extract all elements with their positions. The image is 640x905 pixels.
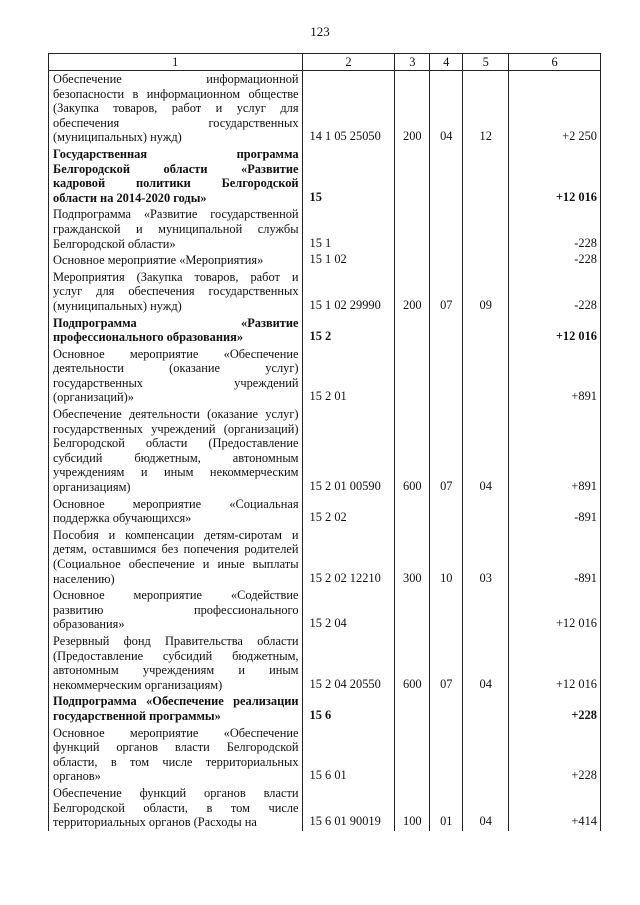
row-col-4: 07 (430, 406, 463, 496)
table-row (49, 146, 601, 206)
row-name-line: Белгородской области, в том числе (53, 800, 299, 815)
row-amount: -228 (509, 252, 601, 269)
row-col-3 (395, 146, 430, 206)
header-col-3: 3 (395, 54, 430, 71)
row-name-line: Подпрограмма «Развитие (53, 315, 299, 330)
header-col-1: 1 (49, 54, 303, 71)
row-name-line: автономным учреждениям и иным (53, 663, 299, 678)
row-code: 15 6 01 90019 (302, 785, 395, 831)
row-col-4 (430, 725, 463, 785)
row-name (49, 269, 303, 315)
row-name-line: органов» (53, 769, 101, 784)
row-amount: -228 (509, 269, 601, 315)
row-col-5: 04 (463, 633, 509, 693)
row-col-3 (395, 496, 430, 527)
row-amount: -891 (509, 527, 601, 587)
row-amount: +228 (509, 725, 601, 785)
row-code: 15 1 02 (302, 252, 395, 269)
row-amount: +12 016 (509, 146, 601, 206)
row-col-4: 07 (430, 633, 463, 693)
row-name-line: Обеспечение деятельности (оказание услуг) (53, 407, 299, 422)
table-row (49, 252, 601, 269)
row-name-line: деятельности (оказание услуг) (53, 361, 299, 376)
row-col-5: 03 (463, 527, 509, 587)
row-name-line: услуг для обеспечения государственных (53, 284, 299, 299)
row-name-line: Основное мероприятие «Обеспечение (53, 346, 299, 361)
row-name-line: области, в том числе территориальных (53, 754, 299, 769)
row-col-5 (463, 252, 509, 269)
row-name-line: (Закупка товаров, работ и услуг для (53, 101, 299, 116)
row-name-line: Обеспечение информационной (53, 72, 299, 86)
row-col-4 (430, 496, 463, 527)
row-col-3: 600 (395, 633, 430, 693)
row-name-line: кадровой политики Белгородской (53, 176, 299, 191)
row-col-3: 200 (395, 71, 430, 146)
row-name-line: Государственная программа (53, 146, 299, 161)
table-row (49, 527, 601, 587)
row-name-line: некоммерческим организациям) (53, 677, 223, 692)
row-name-line: территориальных органов (Расходы на (53, 815, 257, 830)
header-col-4: 4 (430, 54, 463, 71)
row-col-5 (463, 346, 509, 406)
budget-table (48, 53, 601, 831)
row-name (49, 633, 303, 693)
row-name-line: развитию профессионального (53, 602, 299, 617)
row-code: 15 2 01 (302, 346, 395, 406)
row-col-5: 09 (463, 269, 509, 315)
row-name-line: государственных учреждений (53, 375, 299, 390)
row-name (49, 693, 303, 724)
row-name (49, 346, 303, 406)
row-amount: +891 (509, 346, 601, 406)
row-code: 15 (302, 146, 395, 206)
row-code: 15 1 (302, 206, 395, 252)
row-name-line: Основное мероприятие «Обеспечение (53, 725, 299, 740)
header-row (49, 54, 601, 71)
row-amount: +228 (509, 693, 601, 724)
row-col-3: 600 (395, 406, 430, 496)
row-name-line: населению) (53, 571, 115, 586)
row-col-5 (463, 725, 509, 785)
row-name (49, 146, 303, 206)
row-col-5: 04 (463, 785, 509, 831)
row-code: 15 6 (302, 693, 395, 724)
row-col-3 (395, 252, 430, 269)
row-amount: +414 (509, 785, 601, 831)
row-name-line: (муниципальных) нужд) (53, 298, 182, 313)
row-col-4: 01 (430, 785, 463, 831)
row-name-line: государственных учреждений (организаций) (53, 421, 299, 436)
row-code: 15 6 01 (302, 725, 395, 785)
row-col-5 (463, 496, 509, 527)
row-name (49, 252, 303, 269)
row-name-line: Основное мероприятие «Социальная (53, 496, 299, 511)
row-col-4: 04 (430, 71, 463, 146)
row-name (49, 785, 303, 831)
row-code: 15 2 02 12210 (302, 527, 395, 587)
row-name-line: функций органов власти Белгородской (53, 740, 299, 755)
row-col-4 (430, 693, 463, 724)
row-col-3 (395, 206, 430, 252)
row-col-5: 12 (463, 71, 509, 146)
row-name-line: поддержка обучающихся» (53, 511, 192, 526)
row-col-3 (395, 587, 430, 633)
page-number: 123 (310, 24, 330, 39)
row-amount: +12 016 (509, 315, 601, 346)
row-name-line: безопасности в информационном обществе (53, 86, 299, 101)
row-name-line: Мероприятия (Закупка товаров, работ и (53, 269, 299, 284)
row-col-4 (430, 206, 463, 252)
table-row (49, 315, 601, 346)
row-name-line: гражданской и муниципальной службы (53, 221, 299, 236)
table-row (49, 71, 601, 146)
row-name-line: Резервный фонд Правительства области (53, 633, 299, 648)
row-code: 15 2 04 (302, 587, 395, 633)
header-col-5: 5 (463, 54, 509, 71)
row-name-line: (муниципальных) нужд) (53, 130, 182, 145)
row-name-line: Белгородской области «Развитие (53, 161, 299, 176)
row-col-3 (395, 346, 430, 406)
table-row (49, 587, 601, 633)
row-amount: +891 (509, 406, 601, 496)
table-row (49, 269, 601, 315)
table-row (49, 725, 601, 785)
row-col-5 (463, 315, 509, 346)
row-name (49, 527, 303, 587)
table-row (49, 785, 601, 831)
row-col-5 (463, 206, 509, 252)
row-amount: +12 016 (509, 633, 601, 693)
row-col-5: 04 (463, 406, 509, 496)
row-name-line: Основное мероприятие «Мероприятия» (53, 253, 264, 268)
row-name-line: Обеспечение функций органов власти (53, 785, 299, 800)
row-name (49, 71, 303, 146)
row-code: 15 2 01 00590 (302, 406, 395, 496)
row-name-line: профессионального образования» (53, 330, 244, 345)
table-row (49, 693, 601, 724)
row-col-4: 07 (430, 269, 463, 315)
row-name-line: Белгородской области (Предоставление (53, 436, 299, 451)
row-col-5 (463, 146, 509, 206)
row-name-line: организациям) (53, 480, 131, 495)
row-name-line: Основное мероприятие «Содействие (53, 588, 299, 603)
row-name-line: детям, оставшимся без попечения родителей (53, 542, 299, 557)
table-row (49, 346, 601, 406)
row-name (49, 725, 303, 785)
header-col-6: 6 (509, 54, 601, 71)
row-col-4 (430, 252, 463, 269)
table-row (49, 406, 601, 496)
table-row (49, 496, 601, 527)
row-name (49, 406, 303, 496)
row-name-line: Подпрограмма «Развитие государственной (53, 207, 299, 222)
header-col-2: 2 (302, 54, 395, 71)
row-code: 15 1 02 29990 (302, 269, 395, 315)
row-col-4 (430, 315, 463, 346)
row-amount: +2 250 (509, 71, 601, 146)
row-name-line: области на 2014-2020 годы» (53, 190, 207, 205)
row-name-line: Пособия и компенсации детям-сиротам и (53, 527, 299, 542)
row-name (49, 587, 303, 633)
row-name-line: (Предоставление субсидий бюджетным, (53, 648, 299, 663)
row-name-line: учреждениям и иным некоммерческим (53, 465, 299, 480)
row-col-3 (395, 315, 430, 346)
row-amount: +12 016 (509, 587, 601, 633)
row-name-line: (организаций)» (53, 390, 134, 405)
row-col-4 (430, 146, 463, 206)
row-col-3: 200 (395, 269, 430, 315)
row-name-line: Белгородской области» (53, 236, 176, 251)
row-amount: -228 (509, 206, 601, 252)
row-col-4 (430, 346, 463, 406)
row-code: 15 2 02 (302, 496, 395, 527)
row-col-3 (395, 693, 430, 724)
table-row (49, 633, 601, 693)
row-name-line: образования» (53, 617, 125, 632)
row-name-line: (Социальное обеспечение и иные выплаты (53, 557, 299, 571)
row-amount: -891 (509, 496, 601, 527)
row-name-line: государственной программы» (53, 708, 221, 723)
row-code: 15 2 04 20550 (302, 633, 395, 693)
row-code: 14 1 05 25050 (302, 71, 395, 146)
row-col-3: 100 (395, 785, 430, 831)
row-col-4: 10 (430, 527, 463, 587)
row-col-5 (463, 587, 509, 633)
row-name (49, 206, 303, 252)
row-name (49, 315, 303, 346)
row-col-4 (430, 587, 463, 633)
row-col-5 (463, 693, 509, 724)
row-name (49, 496, 303, 527)
row-name-line: субсидий бюджетным, автономным (53, 450, 299, 465)
row-name-line: обеспечения государственных (53, 115, 299, 130)
row-code: 15 2 (302, 315, 395, 346)
row-col-3: 300 (395, 527, 430, 587)
row-name-line: Подпрограмма «Обеспечение реализации (53, 694, 299, 709)
row-col-3 (395, 725, 430, 785)
table-row (49, 206, 601, 252)
